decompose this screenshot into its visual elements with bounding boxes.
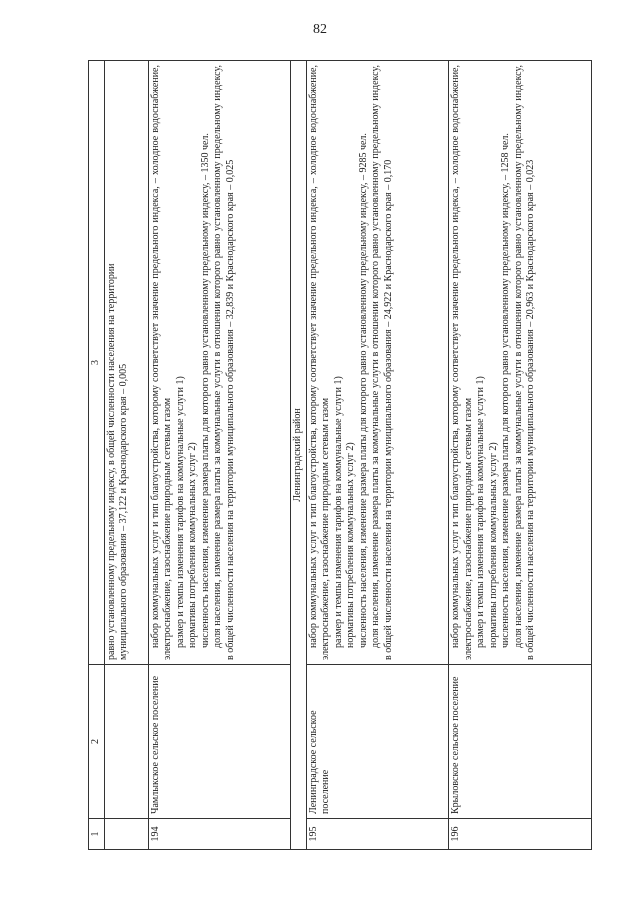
detail-line: нормативы потребления коммунальных услуг 2): [187, 442, 199, 648]
detail-line: нормативы потребления коммунальных услуг 2): [345, 442, 357, 648]
continuation-line: муниципального образования – 37,122 и Краснодарского края – 0,005: [118, 363, 129, 660]
data-table: [88, 60, 592, 850]
region-label: Ленинградский район: [291, 61, 307, 850]
settlement-name: Чамлыкское сельское поселение: [148, 665, 291, 819]
detail-line: нормативы потребления коммунальных услуг 2): [487, 442, 499, 648]
detail-line: размер и темпы изменения тарифов на коммунальные услуги 1): [174, 376, 186, 648]
detail-line: доля населения, изменение размера платы за коммунальные услуги в отношении которого равно установленному предельному индексу, в общей численности населения на территории муниципального образования – 32,839 и Краснодарского края – 0,025: [212, 65, 236, 660]
detail-line: численность населения, изменение размера платы для которого равно установленному предельному индексу, – 1350 чел.: [199, 133, 211, 648]
row-details: [148, 61, 291, 665]
header-col-2: 2: [89, 665, 105, 819]
detail-line: доля населения, изменение размера платы за коммунальные услуги в отношении которого равно установленному предельному индексу, в общей численности населения на территории муниципального образования – 24,922 и Краснодарского края – 0,170: [370, 65, 394, 660]
continuation-row: [104, 61, 148, 850]
page-number: 82: [313, 22, 327, 37]
continuation-line: равно установленному предельному индексу, в общей численности населения на территории: [105, 263, 117, 660]
header-col-1: 1: [89, 819, 105, 850]
detail-line: набор коммунальных услуг и тип благоустройства, которому соответствует значение предельного индекса, – холодное водоснабжение, электроснабжение, газоснабжение природным сетевым газом: [450, 65, 474, 660]
rotated-table: [88, 60, 592, 850]
settlement-name: Ленинградское сельское поселение: [306, 665, 449, 819]
row-number: 196: [449, 819, 592, 850]
detail-line: численность населения, изменение размера платы для которого равно установленному предельному индексу, – 9285 чел.: [357, 133, 369, 648]
detail-line: численность населения, изменение размера платы для которого равно установленному предельному индексу, – 1258 чел.: [500, 133, 512, 648]
row-details: [306, 61, 449, 665]
detail-line: размер и темпы изменения тарифов на коммунальные услуги 1): [475, 376, 487, 648]
header-row: [89, 61, 105, 850]
settlement-name: Крыловское сельское поселение: [449, 665, 592, 819]
detail-line: набор коммунальных услуг и тип благоустройства, которому соответствует значение предельного индекса, – холодное водоснабжение, электроснабжение, газоснабжение природным сетевым газом: [149, 65, 174, 660]
region-row: [291, 61, 307, 850]
detail-line: размер и темпы изменения тарифов на коммунальные услуги 1): [332, 376, 344, 648]
table-row: [449, 61, 592, 850]
detail-line: доля населения, изменение размера платы за коммунальные услуги в отношении которого равно установленному предельному индексу, в общей численности населения на территории муниципального образования – 20,963 и Краснодарского края – 0,023: [512, 65, 537, 660]
table-row: [306, 61, 449, 850]
row-number: 194: [148, 819, 291, 850]
row-details: [449, 61, 592, 665]
table-row: [148, 61, 291, 850]
row-number: 195: [306, 819, 449, 850]
table-container: [88, 60, 592, 850]
detail-line: набор коммунальных услуг и тип благоустройства, которому соответствует значение предельного индекса, – холодное водоснабжение, электроснабжение, газоснабжение природным сетевым газом: [307, 65, 332, 660]
header-col-3: 3: [89, 61, 105, 665]
continuation-cell: [104, 61, 148, 665]
